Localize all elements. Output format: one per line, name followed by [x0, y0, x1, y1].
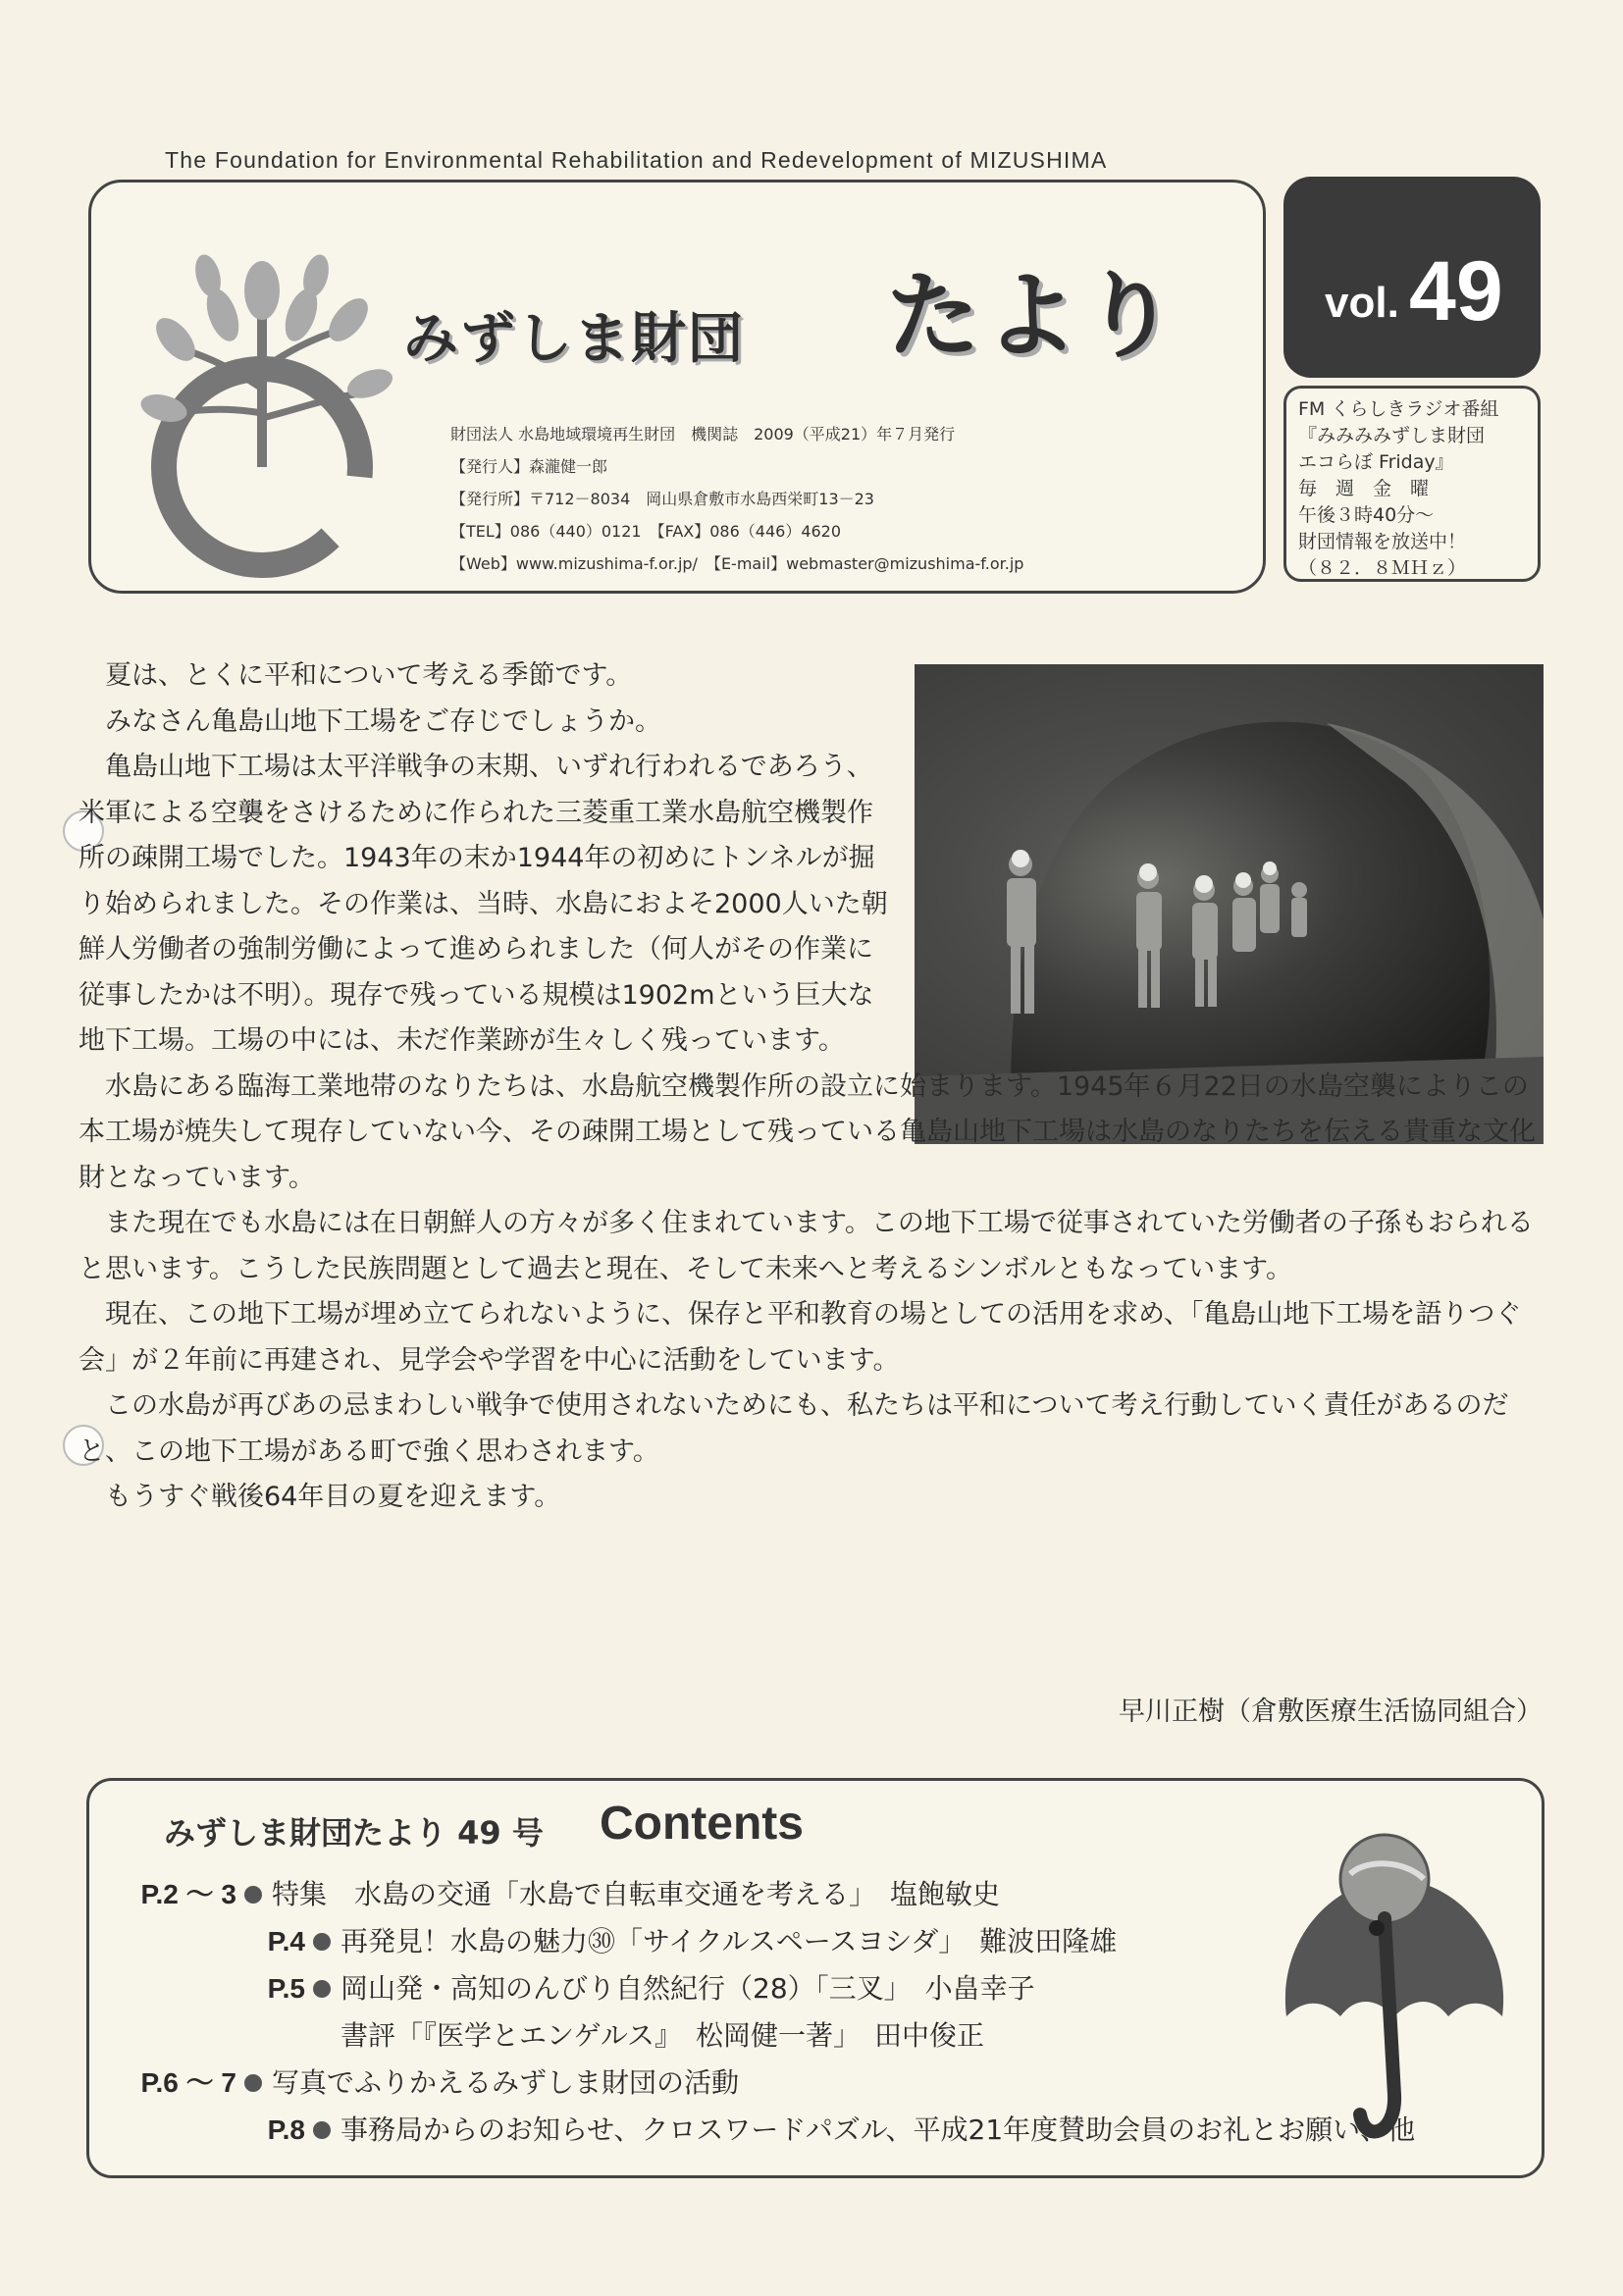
volume-number: 49 [1409, 244, 1503, 339]
toc-item-text: 再発見！水島の魅力㉚「サイクルスペースヨシダ」 難波田隆雄 [340, 1925, 1118, 1957]
toc-page-number: P.5 [267, 1973, 305, 2004]
publisher-line: 財団法人 水島地域環境再生財団 機関誌 2009（平成21）年７月発行 [450, 425, 956, 444]
article-paragraph: 現在、この地下工場が埋め立てられないように、保存と平和教育の場としての活用を求め、「亀島山地下工場を語りつぐ会」が２年前に再建され、見学会や学習を中心に活動をしています。 [79, 1299, 1522, 1376]
bullet-icon [244, 2074, 262, 2092]
toc-item[interactable] [89, 1875, 1000, 1914]
radio-line: 毎 週 金 曜 [1298, 478, 1430, 499]
toc-item[interactable] [89, 2063, 739, 2103]
publisher-address: 【発行所】〒712－8034 岡山県倉敷市水島西栄町13－23 [450, 490, 874, 508]
article-paragraph: 亀島山地下工場は太平洋戦争の末期、いずれ行われるであろう、米軍による空襲をさけるために作られた三菱重工業水島航空機製作所の疎開工場でした。1943年の末か1944年の初めにトンネルが掘り始められました。その作業は、当時、水島におよそ2000人いた朝鮮人労働者の強制労働によって進められました（何人がその作業に従事したかは不明）。現存で残っている規模は1902mという巨大な地下工場。工場の中には、未だ作業跡が生々しく残っています。 [79, 752, 888, 1056]
toc-item[interactable] [158, 2111, 1415, 2150]
masthead [88, 180, 1266, 594]
toc-item-text: 特集 水島の交通「水島で自転車交通を考える」 塩飽敏史 [272, 1878, 1001, 1910]
toc-item[interactable] [158, 1969, 1035, 2009]
radio-line: エコらぼ Friday』 [1298, 451, 1454, 473]
contents-box [86, 1778, 1544, 2178]
tree-logo-icon [115, 222, 439, 585]
toc-page-number: P.6 ～ 7 [140, 2067, 236, 2098]
toc-page-number: P.2 ～ 3 [140, 1879, 236, 1909]
contents-heading: みずしま財団たより 49 号 [164, 1814, 544, 1852]
newsletter-title-small: みずしま財団 [403, 307, 745, 371]
bullet-icon [313, 2121, 331, 2139]
volume-label: vol. [1325, 279, 1399, 327]
newsletter-title-big: たより [886, 261, 1180, 371]
contents-title: Contents [600, 1798, 804, 1850]
radio-line: FM くらしきラジオ番組 [1298, 398, 1499, 420]
foundation-tagline: The Foundation for Environmental Rehabilitation and Redevelopment of MIZUSHIMA [165, 147, 1108, 173]
article-paragraph: この水島が再びあの忌まわしい戦争で使用されないためにも、私たちは平和について考え行動していく責任があるのだと、この地下工場がある町で強く思わされます。 [79, 1390, 1509, 1467]
article-body [79, 653, 1545, 1521]
toc-page-number: P.4 [267, 1926, 305, 1957]
publisher-person: 【発行人】森瀧健一郎 [450, 457, 608, 476]
toc-item[interactable] [158, 1922, 1117, 1961]
bullet-icon [313, 1980, 331, 1998]
umbrella-mascot-icon [1267, 1820, 1522, 2173]
article-paragraph: もうすぐ戦後64年目の夏を迎えます。 [105, 1482, 561, 1512]
publisher-web: 【Web】www.mizushima-f.or.jp/ 【E-mail】webmaster@mizushima-f.or.jp [450, 554, 1024, 573]
radio-line: 午後３時40分～ [1298, 504, 1435, 526]
toc-item-text: 事務局からのお知らせ、クロスワードパズル、平成21年度賛助会員のお礼とお願い、他 [340, 2113, 1416, 2146]
toc-item-text: 書評「『医学とエンゲルス』 松岡健一著」 田中俊正 [340, 2019, 985, 2052]
toc-item-text: 岡山発・高知のんびり自然紀行（28）「三叉」 小畠幸子 [340, 1972, 1035, 2005]
radio-line: 『みみみみずしま財団 [1298, 425, 1486, 446]
article-paragraph: みなさん亀島山地下工場をご存じでしょうか。 [105, 705, 661, 737]
article-paragraph: 水島にある臨海工業地帯のなりたちは、水島航空機製作所の設立に始まります。1945年６月22日の水島空襲によりこの本工場が焼失して現存していない今、その疎開工場として残っている亀島山地下工場は水島のなりたちを伝える貴重な文化財となっています。 [79, 1070, 1536, 1193]
toc-item-text: 写真でふりかえるみずしま財団の活動 [272, 2066, 740, 2099]
bullet-icon [313, 1933, 331, 1951]
article-paragraph: 夏は、とくに平和について考える季節です。 [105, 660, 633, 691]
volume-badge [1283, 177, 1541, 378]
publication-info [450, 418, 1023, 580]
toc-item[interactable] [340, 2016, 984, 2056]
article-paragraph: また現在でも水島には在日朝鮮人の方々が多く住まれています。この地下工場で従事されていた労働者の子孫もおられると思います。こうした民族問題として過去と現在、そして未来へと考えるシンボルともなっています。 [79, 1208, 1534, 1284]
bullet-icon [244, 1886, 262, 1904]
radio-line: 財団情報を放送中！ [1298, 531, 1467, 552]
article-author: 早川正樹（倉敷医療生活協同組合） [1119, 1696, 1543, 1727]
publisher-phone: 【TEL】086（440）0121 【FAX】086（446）4620 [450, 522, 842, 541]
radio-program-box [1283, 386, 1541, 582]
toc-page-number: P.8 [267, 2114, 305, 2145]
radio-line: （８２．８ＭＨｚ） [1298, 557, 1467, 579]
